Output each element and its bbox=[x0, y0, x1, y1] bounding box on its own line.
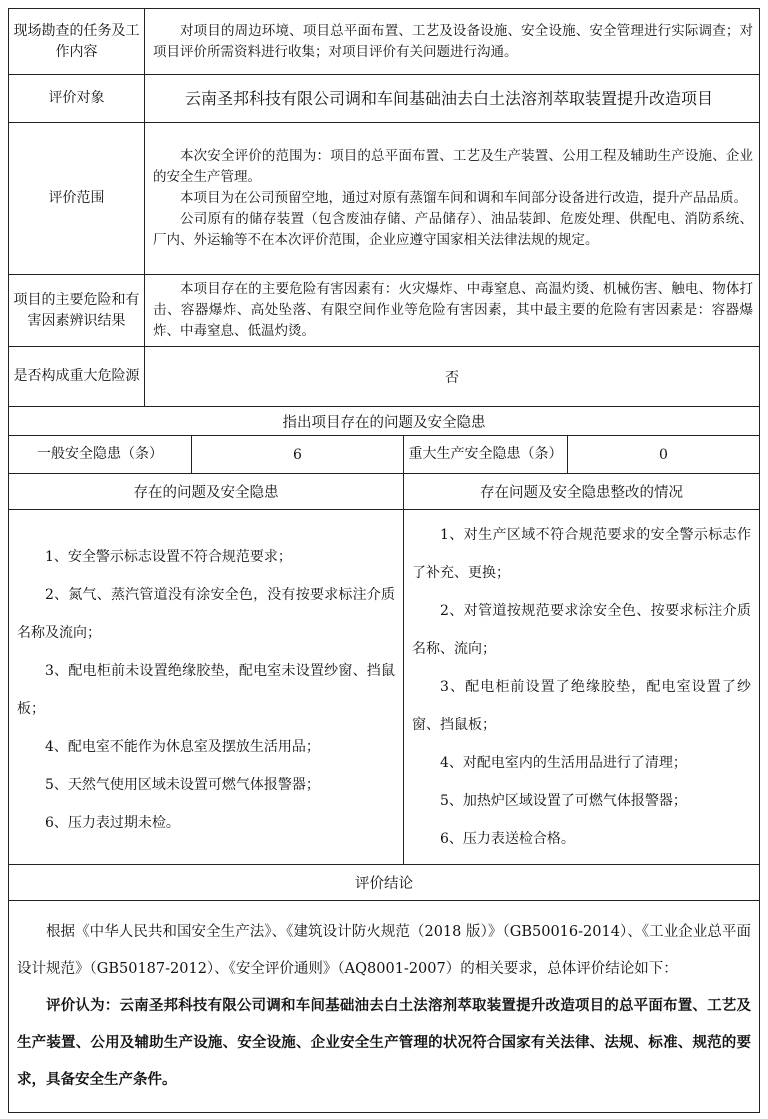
scope-paragraph: 本次安全评价的范围为：项目的总平面布置、工艺及生产装置、公用工程及辅助生产设施、企业的安全生产管理。 bbox=[153, 148, 753, 185]
object-text: 云南圣邦科技有限公司调和车间基础油去白土法溶剂萃取装置提升改造项目 bbox=[185, 89, 714, 108]
major-hazard-value: 否 bbox=[145, 347, 760, 407]
fixes-column-head: 存在问题及安全隐患整改的情况 bbox=[404, 474, 760, 510]
scope-paragraph: 公司原有的储存装置（包含废油存储、产品储存）、油品装卸、危废处理、供配电、消防系统、厂内、外运输等不在本次评价范围，企业应遵守国家相关法律法规的规定。 bbox=[153, 211, 753, 248]
hazards-text: 本项目存在的主要危险有害因素有：火灾爆炸、中毒窒息、高温灼烫、机械伤害、触电、物体打击、容器爆炸、高处坠落、有限空间作业等危险有害因素，其中最主要的危险有害因素是：容器爆炸、中毒窒息、低温灼烫。 bbox=[153, 281, 753, 339]
fix-item: 1、对生产区域不符合规范要求的安全警示标志作了补充、更换； bbox=[412, 527, 751, 581]
hazards-content bbox=[145, 275, 760, 347]
object-content bbox=[145, 75, 760, 123]
conclusion-body bbox=[9, 901, 760, 1113]
task-content bbox=[145, 9, 760, 75]
general-hazard-label: 一般安全隐患（条） bbox=[9, 436, 192, 474]
issues-list bbox=[9, 510, 404, 865]
row-conclusion bbox=[9, 901, 760, 1113]
row-hazards bbox=[9, 275, 760, 347]
row-major-hazard bbox=[9, 347, 760, 407]
issue-item: 5、天然气使用区域未设置可燃气体报警器； bbox=[45, 777, 320, 793]
row-scope bbox=[9, 123, 760, 275]
issue-item: 3、配电柜前未设置绝缘胶垫，配电室未设置纱窗、挡鼠板； bbox=[17, 663, 395, 717]
hazards-label: 项目的主要危险和有害因素辨识结果 bbox=[9, 275, 145, 347]
row-issues-title bbox=[9, 407, 760, 436]
issue-item: 4、配电室不能作为休息室及摆放生活用品； bbox=[45, 739, 320, 755]
issues-section-title: 指出项目存在的问题及安全隐患 bbox=[9, 407, 760, 436]
row-issue-lists bbox=[9, 510, 760, 865]
issue-item: 6、压力表过期未检。 bbox=[45, 815, 180, 831]
issue-item: 1、安全警示标志设置不符合规范要求； bbox=[45, 549, 292, 565]
scope-label: 评价范围 bbox=[9, 123, 145, 275]
conclusion-verdict: 评价认为：云南圣邦科技有限公司调和车间基础油去白土法溶剂萃取装置提升改造项目的总平面布置、工艺及生产装置、公用及辅助生产设施、安全设施、企业安全生产管理的状况符合国家有关法律、法规、标准、规范的要求，具备安全生产条件。 bbox=[17, 998, 751, 1088]
major-hazard-count-label: 重大生产安全隐患（条） bbox=[404, 436, 568, 474]
fix-item: 5、加热炉区域设置了可燃气体报警器； bbox=[440, 793, 687, 809]
object-label: 评价对象 bbox=[9, 75, 145, 123]
issue-item: 2、氮气、蒸汽管道没有涂安全色，没有按要求标注介质名称及流向； bbox=[17, 587, 395, 641]
evaluation-report-table bbox=[8, 8, 759, 1113]
issues-column-head: 存在的问题及安全隐患 bbox=[9, 474, 404, 510]
row-object bbox=[9, 75, 760, 123]
scope-paragraph: 本项目为在公司预留空地，通过对原有蒸馏车间和调和车间部分设备进行改造，提升产品品质。 bbox=[180, 190, 747, 206]
row-counts bbox=[9, 436, 760, 474]
fixes-list bbox=[404, 510, 760, 865]
scope-content bbox=[145, 123, 760, 275]
major-hazard-label: 是否构成重大危险源 bbox=[9, 347, 145, 407]
general-hazard-count: 6 bbox=[192, 436, 404, 474]
task-label: 现场勘查的任务及工作内容 bbox=[9, 9, 145, 75]
major-hazard-count: 0 bbox=[568, 436, 760, 474]
row-task bbox=[9, 9, 760, 75]
fix-item: 3、配电柜前设置了绝缘胶垫，配电室设置了纱窗、挡鼠板； bbox=[412, 679, 751, 733]
row-column-heads bbox=[9, 474, 760, 510]
conclusion-basis: 根据《中华人民共和国安全生产法》、《建筑设计防火规范（2018 版）》（GB50016-2014）、《工业企业总平面设计规范》（GB50187-2012）、《安全评价通则》（AQ8001-2007）的相关要求，总体评价结论如下： bbox=[17, 924, 751, 977]
conclusion-title: 评价结论 bbox=[9, 865, 760, 901]
fix-item: 4、对配电室内的生活用品进行了清理； bbox=[440, 755, 687, 771]
row-conclusion-title bbox=[9, 865, 760, 901]
fix-item: 6、压力表送检合格。 bbox=[440, 831, 575, 847]
fix-item: 2、对管道按规范要求涂安全色、按要求标注介质名称、流向； bbox=[412, 603, 751, 657]
task-text: 对项目的周边环境、项目总平面布置、工艺及设备设施、安全设施、安全管理进行实际调查；对项目评价所需资料进行收集；对项目评价有关问题进行沟通。 bbox=[153, 22, 753, 60]
